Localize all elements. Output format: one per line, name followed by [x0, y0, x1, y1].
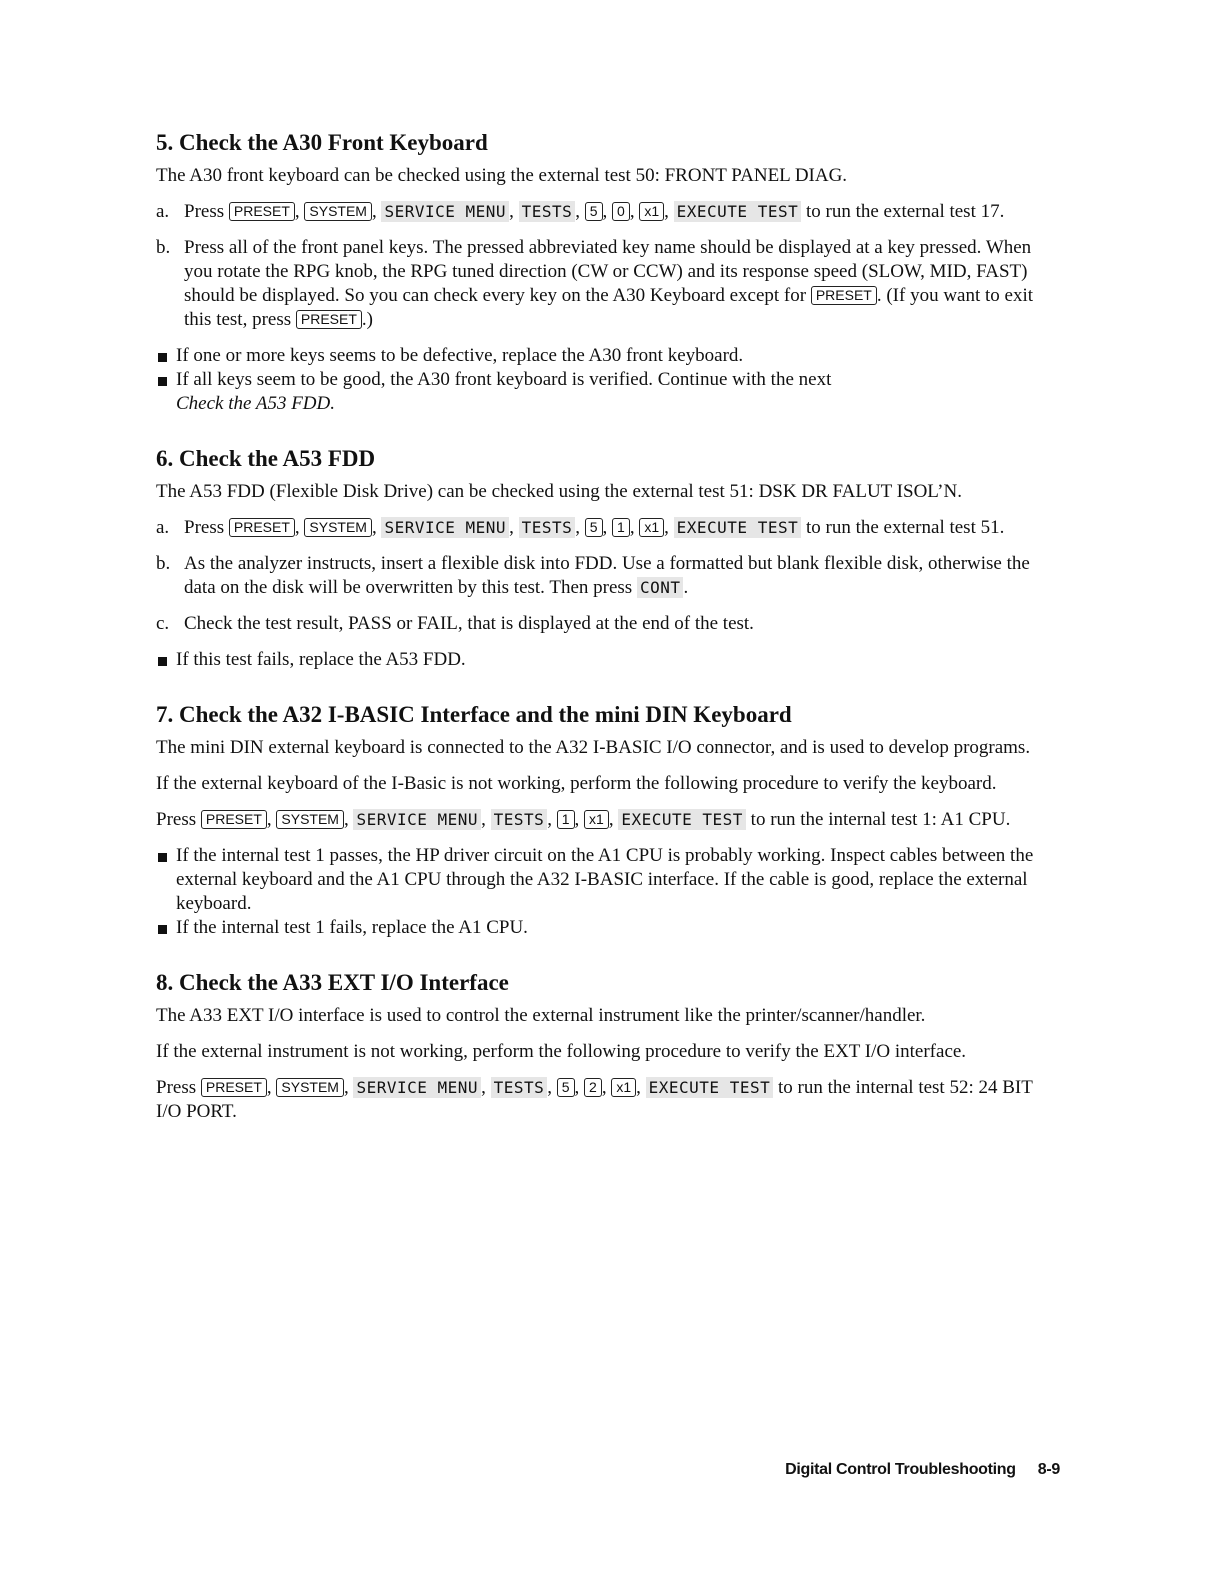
- page-footer: [780, 1458, 1060, 1482]
- section-6-intro: The A53 FDD (Flexible Disk Drive) can be checked using the external test 51: DSK DR FALUT ISOL’N.: [156, 481, 962, 502]
- key-2: 2: [584, 1078, 602, 1097]
- page-content: [156, 128, 1046, 1152]
- section-6-step-b: [156, 552, 1046, 600]
- key-1: 1: [557, 810, 575, 829]
- step-text: to run the external test 51.: [805, 517, 1005, 538]
- step-body: Press PRESET , SYSTEM , SERVICE MENU , TESTS , 5 , 0 , x1 , EXECUTE TEST to run the external test 17.: [184, 201, 1005, 222]
- section-5-bullets: [156, 344, 1046, 416]
- preset-key: PRESET: [296, 310, 362, 329]
- service-menu-softkey: SERVICE MENU: [353, 809, 481, 830]
- step-text: to run the internal test 52: 24 BIT I/O PORT.: [156, 1077, 1033, 1122]
- cross-reference: Check the A53 FDD.: [176, 393, 335, 414]
- execute-test-softkey: EXECUTE TEST: [674, 201, 802, 222]
- execute-test-softkey: EXECUTE TEST: [646, 1077, 774, 1098]
- section-8-title: 8. Check the A33 EXT I/O Interface: [156, 970, 509, 995]
- system-key: SYSTEM: [304, 518, 372, 537]
- section-6-title: 6. Check the A53 FDD: [156, 446, 376, 471]
- section-6-step-c: [156, 612, 1046, 636]
- step-text: . (If you want to exit this test, press: [184, 285, 1034, 330]
- bullet-item: If one or more keys seems to be defective, replace the A30 front keyboard.: [156, 344, 1046, 368]
- section-8-paragraph: If the external instrument is not working, perform the following procedure to verify the EXT I/O interface.: [156, 1041, 967, 1062]
- section-8-paragraph: The A33 EXT I/O interface is used to control the external instrument like the printer/scanner/handler.: [156, 1005, 926, 1026]
- section-6-bullets: [156, 648, 1046, 672]
- system-key: SYSTEM: [276, 810, 344, 829]
- execute-test-softkey: EXECUTE TEST: [674, 517, 802, 538]
- bullet-text: If all keys seem to be good, the A30 front keyboard is verified. Continue with the next: [176, 369, 832, 390]
- preset-key: PRESET: [229, 202, 295, 221]
- step-label: a.: [156, 201, 170, 222]
- step-body: Press PRESET , SYSTEM , SERVICE MENU , TESTS , 5 , 1 , x1 , EXECUTE TEST to run the external test 51.: [184, 517, 1005, 538]
- section-7-procedure: Press PRESET , SYSTEM , SERVICE MENU , TESTS , 1 , x1 , EXECUTE TEST to run the internal test 1: A1 CPU.: [156, 809, 1011, 830]
- system-key: SYSTEM: [276, 1078, 344, 1097]
- key-5: 5: [557, 1078, 575, 1097]
- section-5-step-a: [156, 200, 1046, 224]
- bullet-item: [156, 368, 1046, 416]
- key-1: 1: [612, 518, 630, 537]
- step-body: [184, 236, 1046, 332]
- step-text: .: [683, 577, 689, 598]
- cont-softkey: CONT: [637, 577, 684, 598]
- step-text: Press all of the front panel keys. The pressed abbreviated key name should be displayed at a key pressed. When you rotate the RPG knob, the RPG tuned direction (CW or CCW) and its response speed (SLOW, MID, FAST) should be displayed. So you can check every key on the A30 Keyboard except for: [184, 237, 1032, 306]
- key-0: 0: [612, 202, 630, 221]
- section-7-title: 7. Check the A32 I-BASIC Interface and the mini DIN Keyboard: [156, 702, 792, 727]
- section-6-step-a: [156, 516, 1046, 540]
- section-7: [156, 700, 1046, 940]
- footer-chapter-title: Digital Control Troubleshooting: [785, 1461, 1016, 1478]
- preset-key: PRESET: [811, 286, 877, 305]
- step-text: to run the internal test 1: A1 CPU.: [750, 809, 1011, 830]
- step-label: c.: [156, 613, 170, 634]
- section-8: [156, 968, 1046, 1124]
- section-7-paragraph: The mini DIN external keyboard is connected to the A32 I-BASIC I/O connector, and is used to develop programs.: [156, 737, 1031, 758]
- section-7-paragraph: If the external keyboard of the I-Basic is not working, perform the following procedure to verify the keyboard.: [156, 773, 997, 794]
- step-text: As the analyzer instructs, insert a flexible disk into FDD. Use a formatted but blank flexible disk, otherwise the data on the disk will be overwritten by this test. Then press: [184, 553, 1030, 598]
- key-x1: x1: [584, 810, 609, 829]
- key-5: 5: [585, 202, 603, 221]
- step-body: Check the test result, PASS or FAIL, that is displayed at the end of the test.: [184, 613, 754, 634]
- key-x1: x1: [611, 1078, 636, 1097]
- step-body: [184, 552, 1046, 600]
- step-text: Press: [156, 1077, 197, 1098]
- key-x1: x1: [639, 202, 664, 221]
- service-menu-softkey: SERVICE MENU: [353, 1077, 481, 1098]
- key-x1: x1: [639, 518, 664, 537]
- step-label: a.: [156, 517, 170, 538]
- section-7-bullets: [156, 844, 1046, 940]
- tests-softkey: TESTS: [519, 201, 576, 222]
- system-key: SYSTEM: [304, 202, 372, 221]
- step-label: b.: [156, 237, 171, 258]
- section-6: [156, 444, 1046, 672]
- step-text: Press: [184, 517, 225, 538]
- execute-test-softkey: EXECUTE TEST: [618, 809, 746, 830]
- preset-key: PRESET: [201, 810, 267, 829]
- service-menu-softkey: SERVICE MENU: [381, 517, 509, 538]
- key-5: 5: [585, 518, 603, 537]
- tests-softkey: TESTS: [519, 517, 576, 538]
- step-label: b.: [156, 553, 171, 574]
- step-text: Press: [156, 809, 197, 830]
- preset-key: PRESET: [229, 518, 295, 537]
- step-text: to run the external test 17.: [805, 201, 1005, 222]
- service-menu-softkey: SERVICE MENU: [381, 201, 509, 222]
- bullet-item: If the internal test 1 fails, replace the A1 CPU.: [156, 916, 1046, 940]
- tests-softkey: TESTS: [491, 1077, 548, 1098]
- bullet-item: If the internal test 1 passes, the HP driver circuit on the A1 CPU is probably working. Inspect cables between the external keyboard and the A1 CPU through the A32 I-BASIC interface. If the cable is good, replace the external keyboard.: [156, 844, 1046, 916]
- section-5-step-b: [156, 236, 1046, 332]
- section-5: [156, 128, 1046, 416]
- bullet-item: If this test fails, replace the A53 FDD.: [156, 648, 1046, 672]
- tests-softkey: TESTS: [491, 809, 548, 830]
- step-text: .): [361, 309, 373, 330]
- step-text: Press: [184, 201, 225, 222]
- preset-key: PRESET: [201, 1078, 267, 1097]
- section-5-intro: The A30 front keyboard can be checked using the external test 50: FRONT PANEL DIAG.: [156, 165, 848, 186]
- page-number: 8-9: [1037, 1461, 1060, 1478]
- section-5-title: 5. Check the A30 Front Keyboard: [156, 130, 488, 155]
- section-8-procedure: Press PRESET , SYSTEM , SERVICE MENU , TESTS , 5 , 2 , x1 , EXECUTE TEST to run the internal test 52: 24 BIT I/O PORT.: [156, 1077, 1033, 1122]
